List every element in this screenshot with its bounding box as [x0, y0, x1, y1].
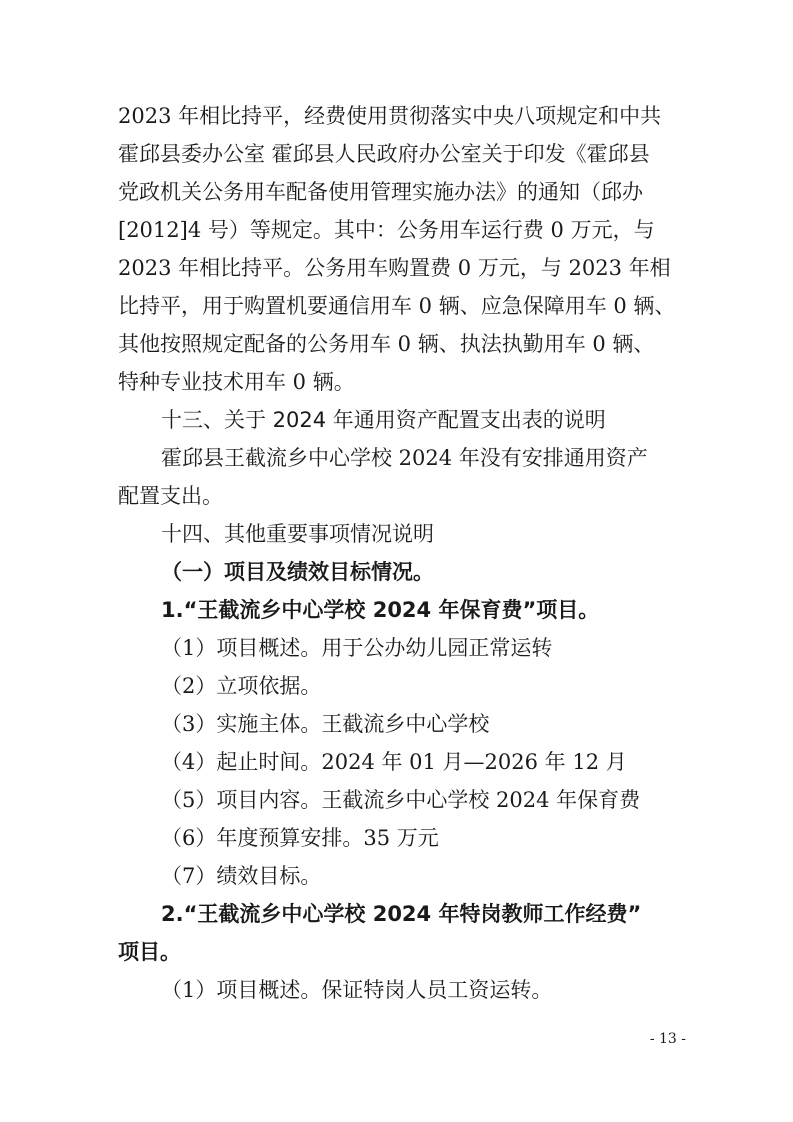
body-text-line: 2023 年相比持平。公务用车购置费 0 万元，与 2023 年相 — [118, 256, 671, 280]
project-item: （1）项目概述。用于公办幼儿园正常运转 — [161, 636, 553, 660]
project-item: （7）绩效目标。 — [161, 864, 322, 888]
body-text-line: 特种专业技术用车 0 辆。 — [118, 370, 355, 394]
page-number: - 13 - — [649, 1031, 686, 1047]
project-item: （5）项目内容。王截流乡中心学校 2024 年保育费 — [161, 788, 641, 812]
section-heading: 十四、其他重要事项情况说明 — [161, 522, 434, 546]
body-text-line: 霍邱县王截流乡中心学校 2024 年没有安排通用资产 — [161, 446, 648, 470]
body-text-line: 配置支出。 — [118, 484, 223, 508]
project-title: 2.“王截流乡中心学校 2024 年特岗教师工作经费” — [161, 902, 642, 926]
project-item: （6）年度预算安排。35 万元 — [161, 826, 439, 850]
project-item: （3）实施主体。王截流乡中心学校 — [161, 712, 490, 736]
body-text-line: 霍邱县委办公室 霍邱县人民政府办公室关于印发《霍邱县 — [118, 142, 650, 166]
body-text-line: 其他按照规定配备的公务用车 0 辆、执法执勤用车 0 辆、 — [118, 332, 655, 356]
project-title-continuation: 项目。 — [118, 940, 181, 964]
project-title: 1.“王截流乡中心学校 2024 年保育费”项目。 — [161, 598, 600, 622]
body-text-line: 党政机关公务用车配备使用管理实施办法》的通知（邱办 — [118, 180, 643, 204]
project-item: （1）项目概述。保证特岗人员工资运转。 — [161, 978, 553, 1002]
body-text-line: 比持平，用于购置机要通信用车 0 辆、应急保障用车 0 辆、 — [118, 294, 676, 318]
section-heading: 十三、关于 2024 年通用资产配置支出表的说明 — [161, 408, 606, 432]
project-item: （2）立项依据。 — [161, 674, 322, 698]
body-text-line: 2023 年相比持平，经费使用贯彻落实中央八项规定和中共 — [118, 104, 662, 128]
project-item: （4）起止时间。2024 年 01 月—2026 年 12 月 — [161, 750, 627, 774]
body-text-line: [2012]4 号）等规定。其中：公务用车运行费 0 万元，与 — [118, 218, 655, 242]
subsection-heading: （一）项目及绩效目标情况。 — [161, 560, 434, 584]
